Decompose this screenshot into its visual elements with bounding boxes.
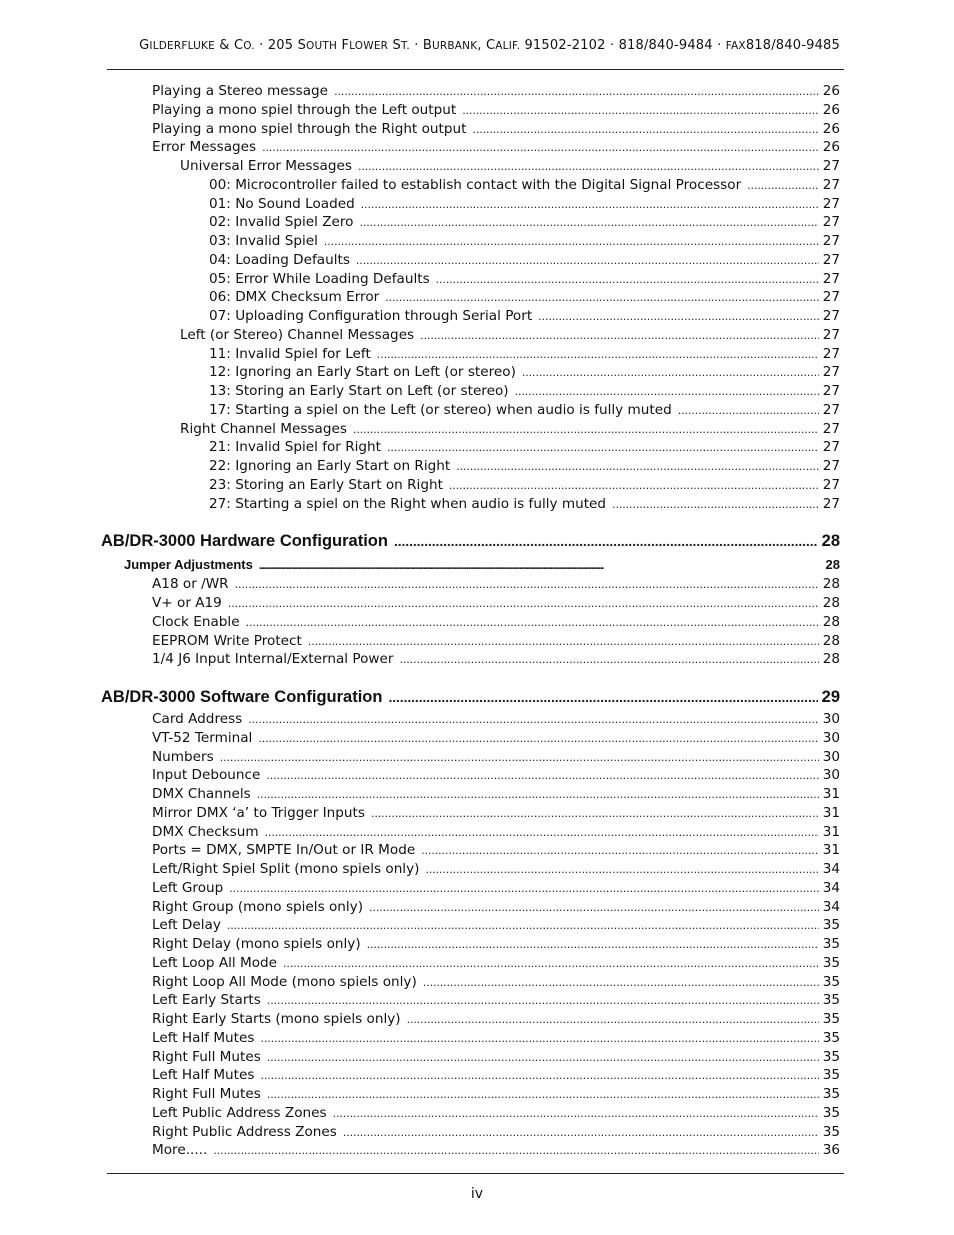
toc-leader-dots — [612, 495, 819, 514]
toc-leader-dots — [678, 401, 819, 420]
toc-entry[interactable] — [209, 195, 840, 213]
toc-entry-title: Left (or Stereo) Channel Messages — [180, 326, 415, 343]
toc-leader-dots — [266, 766, 818, 785]
toc-entry-title: Error Messages — [152, 139, 257, 156]
toc-page-number: 28 — [822, 632, 840, 649]
toc-entry-title: Card Address — [152, 711, 243, 727]
toc-leader-dots — [367, 935, 819, 954]
toc-leader-dots — [472, 120, 818, 139]
toc-entry[interactable] — [152, 935, 840, 953]
toc-entry[interactable] — [152, 766, 840, 784]
toc-leader-dots — [400, 650, 819, 669]
toc-entry-title: A18 or /WR — [152, 576, 229, 593]
toc-entry[interactable] — [209, 251, 840, 269]
toc-page-number: 30 — [822, 729, 840, 746]
toc-page-number: 30 — [822, 711, 840, 727]
toc-leader-dots — [371, 804, 819, 823]
toc-leader-dots — [257, 785, 819, 804]
toc-entry[interactable] — [152, 710, 840, 728]
toc-entry-title: Right Delay (mono spiels only) — [152, 936, 361, 952]
toc-entry-title: Left Early Starts — [152, 992, 261, 1009]
toc-entry[interactable] — [209, 270, 840, 288]
toc-page-number: 31 — [822, 823, 840, 840]
toc-entry-title: 03: Invalid Spiel — [209, 233, 318, 249]
toc-entry-title: Right Full Mutes — [152, 1086, 261, 1102]
toc-page-number: 27 — [822, 289, 840, 306]
toc-page-number: 29 — [821, 688, 840, 706]
toc-entry[interactable] — [209, 176, 840, 194]
header-text: · 205 — [254, 38, 298, 53]
header-small-caps: ALIF. — [495, 40, 521, 52]
toc-page-number: 26 — [822, 83, 840, 99]
toc-page-number: 27 — [822, 476, 840, 493]
toc-leader-dots — [385, 288, 818, 307]
toc-leader-dots — [358, 157, 819, 176]
toc-page-number: 35 — [822, 917, 840, 934]
toc-entry-title: 17: Starting a spiel on the Left (or stereo) when audio is fully muted — [209, 401, 672, 418]
header-capital: C — [486, 38, 496, 53]
toc-leader-dots — [425, 860, 818, 879]
toc-page-number: 31 — [822, 842, 840, 859]
toc-leader-dots — [333, 1104, 819, 1123]
header-capital: S — [392, 38, 401, 53]
toc-entry[interactable] — [152, 1104, 840, 1122]
header-small-caps: ILDERFLUKE — [149, 40, 215, 52]
toc-leader-dots — [213, 1141, 818, 1160]
toc-entry[interactable] — [152, 138, 840, 156]
toc-entry-title: Playing a mono spiel through the Left output — [152, 101, 457, 118]
toc-entry-title: 23: Storing an Early Start on Right — [209, 476, 443, 493]
header-text: , — [477, 38, 486, 53]
toc-entry-title: Left Group — [152, 879, 224, 896]
header-small-caps: O. — [243, 40, 255, 52]
toc-leader-dots — [267, 991, 819, 1010]
toc-entry[interactable] — [209, 438, 840, 456]
toc-entry-title: Numbers — [152, 748, 214, 765]
header-capital: B — [422, 38, 433, 53]
toc-page-number: 35 — [822, 954, 840, 971]
toc-entry[interactable] — [209, 382, 840, 400]
toc-entry-title: Input Debounce — [152, 767, 261, 784]
toc-entry[interactable] — [152, 1123, 840, 1141]
toc-page-number: 31 — [822, 786, 840, 802]
toc-page-number: 34 — [822, 861, 840, 877]
toc-page-number: 28 — [825, 557, 840, 573]
toc-entry-title: DMX Checksum — [152, 823, 259, 840]
toc-entry-title: 07: Uploading Configuration through Serial Port — [209, 308, 533, 324]
toc-leader-dots — [246, 613, 819, 632]
toc-page-number: 35 — [822, 973, 840, 990]
toc-entry[interactable] — [152, 823, 840, 841]
toc-entry-title: 00: Microcontroller failed to establish contact with the Digital Signal Processor — [209, 176, 742, 193]
toc-entry-title: V+ or A19 — [152, 595, 222, 611]
toc-entry-title: Right Public Address Zones — [152, 1123, 337, 1140]
toc-entry-title: Left Half Mutes — [152, 1067, 255, 1084]
toc-entry[interactable] — [152, 101, 840, 119]
toc-entry-title: Left Half Mutes — [152, 1029, 255, 1046]
toc-page-number: 35 — [822, 1029, 840, 1046]
toc-page-number: 27 — [822, 401, 840, 418]
header-small-caps: LOWER — [349, 40, 389, 52]
toc-entry-title: Playing a Stereo message — [152, 83, 329, 99]
toc-entry-title: Ports = DMX, SMPTE In/Out or IR Mode — [152, 842, 416, 859]
toc-entry[interactable] — [152, 120, 840, 138]
toc-entry-title: Left Public Address Zones — [152, 1104, 327, 1121]
toc-leader-dots — [522, 363, 819, 382]
toc-entry[interactable] — [152, 804, 840, 822]
toc-entry[interactable] — [152, 841, 840, 859]
header-text: 818/840-9485 — [745, 38, 840, 53]
toc-entry-title: AB/DR-3000 Software Configuration — [101, 688, 383, 706]
header-small-caps: T. — [400, 40, 410, 52]
toc-entry-title: 21: Invalid Spiel for Right — [209, 439, 382, 456]
toc-leader-dots — [220, 748, 819, 767]
header-small-caps: FAX — [725, 40, 746, 52]
toc-entry-title: 12: Ignoring an Early Start on Left (or stereo) — [209, 364, 516, 381]
toc-entry[interactable] — [209, 401, 840, 419]
toc-page-number: 35 — [822, 1067, 840, 1084]
toc-page-number: 27 — [822, 458, 840, 474]
toc-page-number: 27 — [822, 176, 840, 193]
toc-page-number: 28 — [821, 532, 840, 551]
toc-entry-title: 01: No Sound Loaded — [209, 195, 355, 212]
toc-entry[interactable] — [152, 650, 840, 668]
toc-page-number: 35 — [822, 1086, 840, 1102]
toc-entry-title: 11: Invalid Spiel for Left — [209, 345, 371, 362]
header-small-caps: OUTH — [306, 40, 338, 52]
toc-page-number: 35 — [822, 1048, 840, 1065]
toc-page-number: 35 — [822, 1104, 840, 1121]
toc-leader-dots — [747, 176, 819, 195]
toc-entry[interactable] — [152, 860, 840, 878]
toc-page-number: 27 — [822, 158, 840, 174]
toc-page-number: 30 — [822, 748, 840, 765]
toc-leader-dots — [227, 916, 819, 935]
toc-leader-dots — [423, 973, 819, 992]
toc-entry[interactable] — [152, 1141, 840, 1159]
toc-leader-dots — [407, 1010, 819, 1029]
toc-entry[interactable] — [152, 575, 840, 593]
toc-entry[interactable] — [152, 898, 840, 916]
toc-leader-dots — [229, 879, 818, 898]
toc-entry[interactable] — [209, 307, 840, 325]
toc-entry-title: VT-52 Terminal — [152, 729, 253, 746]
header-text: · — [409, 38, 423, 53]
toc-page-number: 27 — [822, 270, 840, 287]
toc-page-number: 27 — [822, 364, 840, 381]
toc-entry-title: 1/4 J6 Input Internal/External Power — [152, 651, 394, 668]
toc-entry[interactable] — [152, 594, 840, 612]
toc-page-number: 35 — [822, 936, 840, 952]
toc-entry-title: Right Group (mono spiels only) — [152, 898, 364, 915]
page-number: iv — [470, 1186, 484, 1202]
toc-page-number: 35 — [822, 1011, 840, 1027]
toc-entry[interactable] — [152, 954, 840, 972]
toc-entry-title: Universal Error Messages — [180, 158, 352, 174]
header-small-caps: URBANK — [432, 40, 478, 52]
toc-leader-dots — [420, 326, 819, 345]
toc-entry[interactable] — [180, 157, 840, 175]
toc-leader-dots — [515, 382, 819, 401]
toc-entry[interactable] — [152, 1085, 840, 1103]
toc-entry-title: Playing a mono spiel through the Right output — [152, 120, 467, 137]
toc-page-number: 26 — [822, 120, 840, 137]
toc-entry[interactable] — [152, 879, 840, 897]
toc-page-number: 27 — [822, 439, 840, 456]
toc-leader-dots — [449, 476, 819, 495]
toc-entry[interactable] — [180, 326, 840, 344]
toc-entry[interactable] — [209, 345, 840, 363]
toc-entry[interactable] — [152, 82, 840, 100]
toc-entry[interactable] — [152, 785, 840, 803]
toc-entry[interactable] — [209, 495, 840, 513]
toc-leader-dots — [267, 1085, 819, 1104]
toc-page-number: 34 — [822, 879, 840, 896]
toc-entry-title: Mirror DMX ‘a’ to Trigger Inputs — [152, 804, 365, 821]
toc-entry-title: Clock Enable — [152, 613, 240, 630]
toc-leader-dots — [436, 270, 819, 289]
toc-entry[interactable] — [209, 213, 840, 231]
toc-leader-dots — [267, 1048, 819, 1067]
toc-leader-dots — [228, 594, 819, 613]
toc-page-number: 27 — [822, 195, 840, 212]
toc-leader-dots — [260, 1066, 818, 1085]
header-text: 91502-2102 · 818/840-9484 · — [520, 38, 726, 53]
toc-entry[interactable] — [152, 1048, 840, 1066]
toc-page-number: 27 — [822, 345, 840, 362]
toc-page-number: 28 — [822, 595, 840, 611]
toc-entry[interactable] — [152, 748, 840, 766]
footer-rule — [107, 1173, 844, 1174]
toc-entry[interactable] — [152, 1066, 840, 1084]
toc-leader-dots — [421, 841, 818, 860]
toc-leader-dots — [388, 686, 817, 708]
toc-entry-title: 02: Invalid Spiel Zero — [209, 214, 354, 231]
toc-leader-dots — [260, 1029, 818, 1048]
toc-page-number: 31 — [822, 804, 840, 821]
toc-leader-dots — [462, 101, 818, 120]
toc-entry[interactable] — [209, 476, 840, 494]
toc-entry[interactable] — [152, 973, 840, 991]
toc-page-number: 30 — [822, 767, 840, 784]
toc-page-number: 27 — [822, 251, 840, 268]
header-capital: F — [341, 38, 350, 53]
toc-entry[interactable] — [152, 1010, 840, 1028]
toc-entry-title: Left Delay — [152, 917, 221, 934]
toc-leader-dots — [343, 1123, 819, 1142]
toc-page-number: 27 — [822, 214, 840, 231]
toc-entry-title: 13: Storing an Early Start on Left (or stereo) — [209, 383, 509, 399]
toc-page-number: 27 — [822, 495, 840, 512]
toc-section-entry[interactable] — [101, 686, 840, 708]
toc-page-number: 35 — [822, 992, 840, 1009]
toc-leader-dots — [235, 575, 819, 594]
toc-page-number: 28 — [822, 613, 840, 630]
toc-leader-dots — [359, 213, 818, 232]
toc-entry[interactable] — [152, 632, 840, 650]
toc-entry-title: Right Loop All Mode (mono spiels only) — [152, 973, 417, 990]
toc-entry[interactable] — [180, 420, 840, 438]
header-text: & — [214, 38, 234, 53]
toc-page-number: 35 — [822, 1123, 840, 1140]
toc-entry[interactable] — [152, 613, 840, 631]
toc-entry-title: 05: Error While Loading Defaults — [209, 270, 430, 287]
toc-entry[interactable] — [209, 457, 840, 475]
toc-page-number: 27 — [822, 233, 840, 249]
toc-entry-title: Right Early Starts (mono spiels only) — [152, 1011, 401, 1027]
toc-leader-dots — [538, 307, 819, 326]
toc-entry-title: 22: Ignoring an Early Start on Right — [209, 458, 451, 474]
toc-page-number: 34 — [822, 898, 840, 915]
toc-leader-dots — [377, 345, 819, 364]
toc-entry-title: Right Channel Messages — [180, 420, 347, 437]
toc-page-number: 27 — [822, 308, 840, 324]
toc-leader-dots — [334, 82, 819, 101]
toc-page-number: 26 — [822, 139, 840, 156]
toc-leader-dots — [265, 823, 819, 842]
toc-entry-title: Left/Right Spiel Split (mono spiels only) — [152, 861, 420, 877]
toc-entry-title: More..... — [152, 1142, 208, 1159]
toc-entry-title: 06: DMX Checksum Error — [209, 289, 380, 306]
toc-page-number: 27 — [822, 326, 840, 343]
toc-leader-dots — [456, 457, 818, 476]
header-capital: C — [233, 38, 244, 53]
toc-page-number: 28 — [822, 576, 840, 593]
toc-entry-title: DMX Channels — [152, 786, 251, 802]
toc-entry-title: Right Full Mutes — [152, 1048, 261, 1065]
toc-entry[interactable] — [124, 556, 840, 574]
toc-leader-dots — [353, 420, 819, 439]
toc-entry-title: EEPROM Write Protect — [152, 632, 302, 649]
toc-entry[interactable] — [209, 363, 840, 381]
toc-entry[interactable] — [152, 916, 840, 934]
toc-leader-dots — [324, 232, 819, 251]
toc-leader-dots — [369, 898, 819, 917]
toc-section-entry[interactable] — [101, 530, 840, 552]
toc-leader-dots — [387, 438, 819, 457]
toc-leader-dots — [308, 632, 819, 651]
header-capital: S — [297, 38, 307, 53]
toc-leader-dots — [248, 710, 818, 729]
toc-entry[interactable] — [209, 232, 840, 250]
toc-entry[interactable] — [152, 1029, 840, 1047]
toc-entry-title: Left Loop All Mode — [152, 954, 278, 971]
toc-leader-dots — [262, 138, 819, 157]
toc-entry-title: 04: Loading Defaults — [209, 251, 350, 268]
toc-leader-dots — [361, 195, 819, 214]
toc-entry[interactable] — [209, 288, 840, 306]
toc-page-number: 36 — [822, 1142, 840, 1159]
toc-leader-dots — [356, 251, 819, 270]
toc-page-number: 27 — [822, 420, 840, 437]
toc-leader-dots — [394, 530, 818, 552]
toc-entry-title: AB/DR-3000 Hardware Configuration — [101, 532, 388, 551]
toc-entry[interactable] — [152, 729, 840, 747]
toc-entry-title: 27: Starting a spiel on the Right when audio is fully muted — [209, 495, 607, 512]
toc-entry[interactable] — [152, 991, 840, 1009]
toc-page-number: 26 — [822, 101, 840, 118]
toc-page-number: 28 — [822, 651, 840, 668]
header-capital: G — [139, 38, 150, 53]
toc-page-number: 27 — [822, 383, 840, 399]
toc-leader-dots — [283, 954, 819, 973]
toc-leader-dots — [258, 729, 818, 748]
toc-entry-title: Jumper Adjustments — [124, 557, 253, 573]
toc-leader-dots — [259, 556, 822, 575]
